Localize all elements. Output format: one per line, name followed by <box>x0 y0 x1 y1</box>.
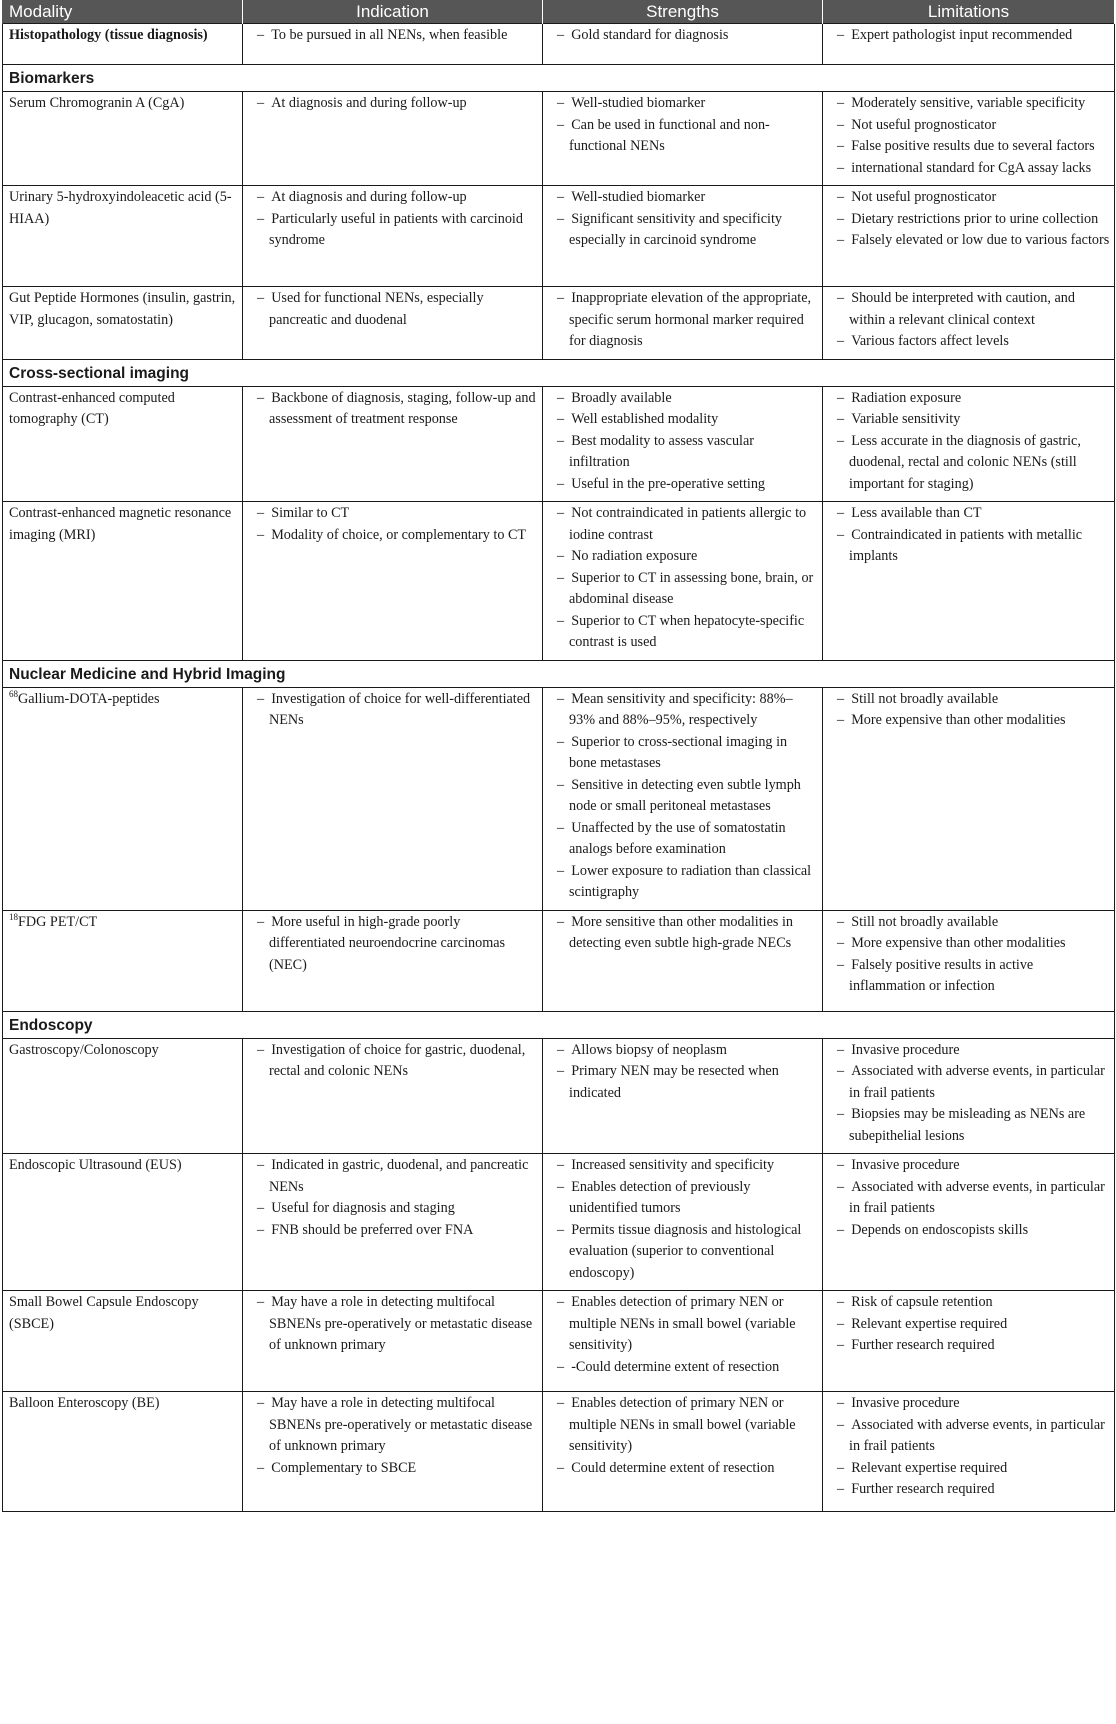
isotope-superscript: 18 <box>9 911 18 922</box>
list-item: – Associated with adverse events, in particular in frail patients <box>829 1177 1110 1220</box>
list-item: – Allows biopsy of neoplasm <box>549 1040 818 1062</box>
limitations-cell <box>823 687 1115 910</box>
section-title: Nuclear Medicine and Hybrid Imaging <box>3 660 1115 687</box>
modality-cell <box>3 687 243 910</box>
list-item: – Not useful prognosticator <box>829 187 1110 209</box>
list-item: – Well-studied biomarker <box>549 187 818 209</box>
list-item: – Still not broadly available <box>829 689 1110 711</box>
list-item: – Primary NEN may be resected when indicated <box>549 1061 818 1104</box>
modality-cell <box>3 186 243 287</box>
isotope-superscript: 68 <box>9 688 18 699</box>
list-item: – Still not broadly available <box>829 912 1110 934</box>
limitations-cell <box>823 502 1115 661</box>
list-item: – Indicated in gastric, duodenal, and pancreatic NENs <box>249 1155 538 1198</box>
list-item: – Well-studied biomarker <box>549 93 818 115</box>
table-header-row <box>3 0 1115 24</box>
section-row <box>3 359 1115 386</box>
section-title: Endoscopy <box>3 1011 1115 1038</box>
table-row <box>3 24 1115 65</box>
list-item: – Invasive procedure <box>829 1393 1110 1415</box>
strengths-list <box>549 93 818 158</box>
table-body <box>3 24 1115 1512</box>
limitations-cell <box>823 1038 1115 1154</box>
indication-list <box>249 388 538 431</box>
limitations-list <box>829 1040 1110 1148</box>
list-item: – Enables detection of previously unidentified tumors <box>549 1177 818 1220</box>
list-item: – Best modality to assess vascular infiltration <box>549 431 818 474</box>
limitations-list <box>829 187 1110 252</box>
limitations-cell <box>823 287 1115 360</box>
modality-name: Contrast-enhanced computed tomography (CT) <box>9 389 175 427</box>
indication-cell <box>243 186 543 287</box>
header-strengths: Strengths <box>543 0 823 24</box>
table-row <box>3 92 1115 186</box>
list-item: – At diagnosis and during follow-up <box>249 93 538 115</box>
strengths-list <box>549 1292 818 1378</box>
indication-cell <box>243 1038 543 1154</box>
section-row <box>3 1011 1115 1038</box>
strengths-cell <box>543 186 823 287</box>
list-item: – Associated with adverse events, in particular in frail patients <box>829 1415 1110 1458</box>
strengths-cell <box>543 502 823 661</box>
list-item: – Investigation of choice for well-differentiated NENs <box>249 689 538 732</box>
limitations-cell <box>823 1291 1115 1392</box>
list-item: – Inappropriate elevation of the appropriate, specific serum hormonal marker required for diagnosis <box>549 288 818 353</box>
indication-list <box>249 93 538 115</box>
modality-name: Small Bowel Capsule Endoscopy (SBCE) <box>9 1294 199 1332</box>
list-item: – Biopsies may be misleading as NENs are subepithelial lesions <box>829 1104 1110 1147</box>
indication-list <box>249 288 538 331</box>
section-row <box>3 660 1115 687</box>
list-item: – Gold standard for diagnosis <box>549 25 818 47</box>
list-item: – Invasive procedure <box>829 1040 1110 1062</box>
indication-cell <box>243 687 543 910</box>
list-item: – Modality of choice, or complementary to CT <box>249 525 538 547</box>
indication-cell <box>243 287 543 360</box>
list-item: – To be pursued in all NENs, when feasible <box>249 25 538 47</box>
limitations-list <box>829 288 1110 353</box>
modality-cell <box>3 1038 243 1154</box>
strengths-cell <box>543 386 823 502</box>
list-item: – Superior to CT when hepatocyte-specific contrast is used <box>549 611 818 654</box>
list-item: – Falsely elevated or low due to various factors <box>829 230 1110 252</box>
modality-name: Endoscopic Ultrasound (EUS) <box>9 1157 182 1173</box>
list-item: – May have a role in detecting multifocal SBNENs pre-operatively or metastatic disease of unknown primary <box>249 1292 538 1357</box>
strengths-list <box>549 912 818 955</box>
list-item: – Less available than CT <box>829 503 1110 525</box>
list-item: – At diagnosis and during follow-up <box>249 187 538 209</box>
strengths-cell <box>543 287 823 360</box>
list-item: – Lower exposure to radiation than classical scintigraphy <box>549 861 818 904</box>
limitations-cell <box>823 92 1115 186</box>
limitations-list <box>829 912 1110 998</box>
indication-list <box>249 1393 538 1479</box>
list-item: – More sensitive than other modalities in detecting even subtle high-grade NECs <box>549 912 818 955</box>
list-item: – Unaffected by the use of somatostatin analogs before examination <box>549 818 818 861</box>
list-item: – Particularly useful in patients with carcinoid syndrome <box>249 209 538 252</box>
modality-cell <box>3 1154 243 1291</box>
indication-list <box>249 187 538 252</box>
modality-name: Serum Chromogranin A (CgA) <box>9 95 185 111</box>
list-item: – Depends on endoscopists skills <box>829 1220 1110 1242</box>
list-item: – Complementary to SBCE <box>249 1458 538 1480</box>
modality-cell <box>3 287 243 360</box>
limitations-cell <box>823 24 1115 65</box>
list-item: – -Could determine extent of resection <box>549 1357 818 1379</box>
indication-cell <box>243 386 543 502</box>
strengths-cell <box>543 910 823 1011</box>
modality-name: Urinary 5-hydroxyindoleacetic acid (5-HIAA) <box>9 189 232 227</box>
list-item: – Could determine extent of resection <box>549 1458 818 1480</box>
strengths-list <box>549 288 818 353</box>
limitations-list <box>829 503 1110 568</box>
limitations-cell <box>823 1154 1115 1291</box>
indication-list <box>249 503 538 546</box>
strengths-list <box>549 25 818 47</box>
list-item: – More useful in high-grade poorly differentiated neuroendocrine carcinomas (NEC) <box>249 912 538 977</box>
list-item: – Dietary restrictions prior to urine collection <box>829 209 1110 231</box>
indication-cell <box>243 24 543 65</box>
list-item: – Enables detection of primary NEN or multiple NENs in small bowel (variable sensitivity) <box>549 1393 818 1458</box>
list-item: – Well established modality <box>549 409 818 431</box>
strengths-cell <box>543 1392 823 1512</box>
list-item: – international standard for CgA assay lacks <box>829 158 1110 180</box>
table-row <box>3 910 1115 1011</box>
modality-name: Balloon Enteroscopy (BE) <box>9 1395 160 1411</box>
indication-list <box>249 912 538 977</box>
list-item: – Invasive procedure <box>829 1155 1110 1177</box>
list-item: – Further research required <box>829 1479 1110 1501</box>
list-item: – Investigation of choice for gastric, duodenal, rectal and colonic NENs <box>249 1040 538 1083</box>
modality-name: Contrast-enhanced magnetic resonance imaging (MRI) <box>9 505 232 543</box>
indication-list <box>249 1155 538 1241</box>
strengths-cell <box>543 1291 823 1392</box>
strengths-list <box>549 388 818 496</box>
indication-list <box>249 25 538 47</box>
list-item: – Radiation exposure <box>829 388 1110 410</box>
list-item: – Not contraindicated in patients allergic to iodine contrast <box>549 503 818 546</box>
table-row <box>3 1154 1115 1291</box>
list-item: – Broadly available <box>549 388 818 410</box>
indication-list <box>249 1292 538 1357</box>
table-row <box>3 687 1115 910</box>
list-item: – Various factors affect levels <box>829 331 1110 353</box>
modality-cell <box>3 386 243 502</box>
modality-name: Gut Peptide Hormones (insulin, gastrin, VIP, glucagon, somatostatin) <box>9 290 236 328</box>
list-item: – Should be interpreted with caution, and within a relevant clinical context <box>829 288 1110 331</box>
list-item: – Permits tissue diagnosis and histological evaluation (superior to conventional endoscopy) <box>549 1220 818 1285</box>
list-item: – Mean sensitivity and specificity: 88%–93% and 88%–95%, respectively <box>549 689 818 732</box>
list-item: – Significant sensitivity and specificity especially in carcinoid syndrome <box>549 209 818 252</box>
list-item: – May have a role in detecting multifocal SBNENs pre-operatively or metastatic disease of unknown primary <box>249 1393 538 1458</box>
modality-cell <box>3 24 243 65</box>
limitations-list <box>829 1393 1110 1501</box>
list-item: – Useful for diagnosis and staging <box>249 1198 538 1220</box>
modality-name: Gallium-DOTA-peptides <box>18 690 160 707</box>
modality-table <box>2 0 1115 1512</box>
section-row <box>3 65 1115 92</box>
strengths-list <box>549 1393 818 1479</box>
list-item: – Relevant expertise required <box>829 1314 1110 1336</box>
list-item: – Less accurate in the diagnosis of gastric, duodenal, rectal and colonic NENs (still important for staging) <box>829 431 1110 496</box>
table-row <box>3 1392 1115 1512</box>
table-row <box>3 287 1115 360</box>
indication-cell <box>243 910 543 1011</box>
indication-list <box>249 1040 538 1083</box>
strengths-list <box>549 1040 818 1105</box>
strengths-list <box>549 503 818 654</box>
list-item: – Similar to CT <box>249 503 538 525</box>
table-row <box>3 502 1115 661</box>
table-row <box>3 1291 1115 1392</box>
list-item: – Superior to CT in assessing bone, brain, or abdominal disease <box>549 568 818 611</box>
modality-name: Gastroscopy/Colonoscopy <box>9 1041 159 1058</box>
list-item: – Risk of capsule retention <box>829 1292 1110 1314</box>
strengths-cell <box>543 1154 823 1291</box>
indication-cell <box>243 1291 543 1392</box>
header-limitations: Limitations <box>823 0 1115 24</box>
limitations-list <box>829 25 1110 47</box>
modality-name: Histopathology (tissue diagnosis) <box>9 27 208 43</box>
modality-cell <box>3 502 243 661</box>
strengths-cell <box>543 1038 823 1154</box>
list-item: – Falsely positive results in active inflammation or infection <box>829 955 1110 998</box>
modality-name: FDG PET/CT <box>18 913 98 930</box>
limitations-list <box>829 388 1110 496</box>
strengths-cell <box>543 24 823 65</box>
indication-cell <box>243 1392 543 1512</box>
section-title: Biomarkers <box>3 65 1115 92</box>
list-item: – Sensitive in detecting even subtle lymph node or small peritoneal metastases <box>549 775 818 818</box>
list-item: – Backbone of diagnosis, staging, follow-up and assessment of treatment response <box>249 388 538 431</box>
list-item: – Relevant expertise required <box>829 1458 1110 1480</box>
list-item: – Further research required <box>829 1335 1110 1357</box>
list-item: – Moderately sensitive, variable specificity <box>829 93 1110 115</box>
list-item: – Used for functional NENs, especially pancreatic and duodenal <box>249 288 538 331</box>
limitations-cell <box>823 910 1115 1011</box>
indication-cell <box>243 92 543 186</box>
limitations-list <box>829 1292 1110 1357</box>
header-modality: Modality <box>3 0 243 24</box>
list-item: – Superior to cross-sectional imaging in bone metastases <box>549 732 818 775</box>
table-row <box>3 1038 1115 1154</box>
limitations-cell <box>823 1392 1115 1512</box>
strengths-list <box>549 1155 818 1284</box>
limitations-cell <box>823 386 1115 502</box>
list-item: – Associated with adverse events, in particular in frail patients <box>829 1061 1110 1104</box>
list-item: – Expert pathologist input recommended <box>829 25 1110 47</box>
list-item: – Contraindicated in patients with metallic implants <box>829 525 1110 568</box>
list-item: – Not useful prognosticator <box>829 115 1110 137</box>
list-item: – Increased sensitivity and specificity <box>549 1155 818 1177</box>
list-item: – FNB should be preferred over FNA <box>249 1220 538 1242</box>
modality-cell <box>3 1392 243 1512</box>
list-item: – False positive results due to several factors <box>829 136 1110 158</box>
strengths-list <box>549 689 818 904</box>
list-item: – More expensive than other modalities <box>829 710 1110 732</box>
limitations-list <box>829 1155 1110 1241</box>
strengths-cell <box>543 92 823 186</box>
header-indication: Indication <box>243 0 543 24</box>
indication-cell <box>243 1154 543 1291</box>
strengths-cell <box>543 687 823 910</box>
list-item: – No radiation exposure <box>549 546 818 568</box>
table-row <box>3 186 1115 287</box>
limitations-list <box>829 689 1110 732</box>
table-row <box>3 386 1115 502</box>
indication-cell <box>243 502 543 661</box>
section-title: Cross-sectional imaging <box>3 359 1115 386</box>
strengths-list <box>549 187 818 252</box>
list-item: – More expensive than other modalities <box>829 933 1110 955</box>
limitations-list <box>829 93 1110 179</box>
modality-cell <box>3 92 243 186</box>
list-item: – Enables detection of primary NEN or multiple NENs in small bowel (variable sensitivity) <box>549 1292 818 1357</box>
list-item: – Useful in the pre-operative setting <box>549 474 818 496</box>
limitations-cell <box>823 186 1115 287</box>
list-item: – Can be used in functional and non-functional NENs <box>549 115 818 158</box>
modality-cell <box>3 1291 243 1392</box>
list-item: – Variable sensitivity <box>829 409 1110 431</box>
modality-cell <box>3 910 243 1011</box>
indication-list <box>249 689 538 732</box>
